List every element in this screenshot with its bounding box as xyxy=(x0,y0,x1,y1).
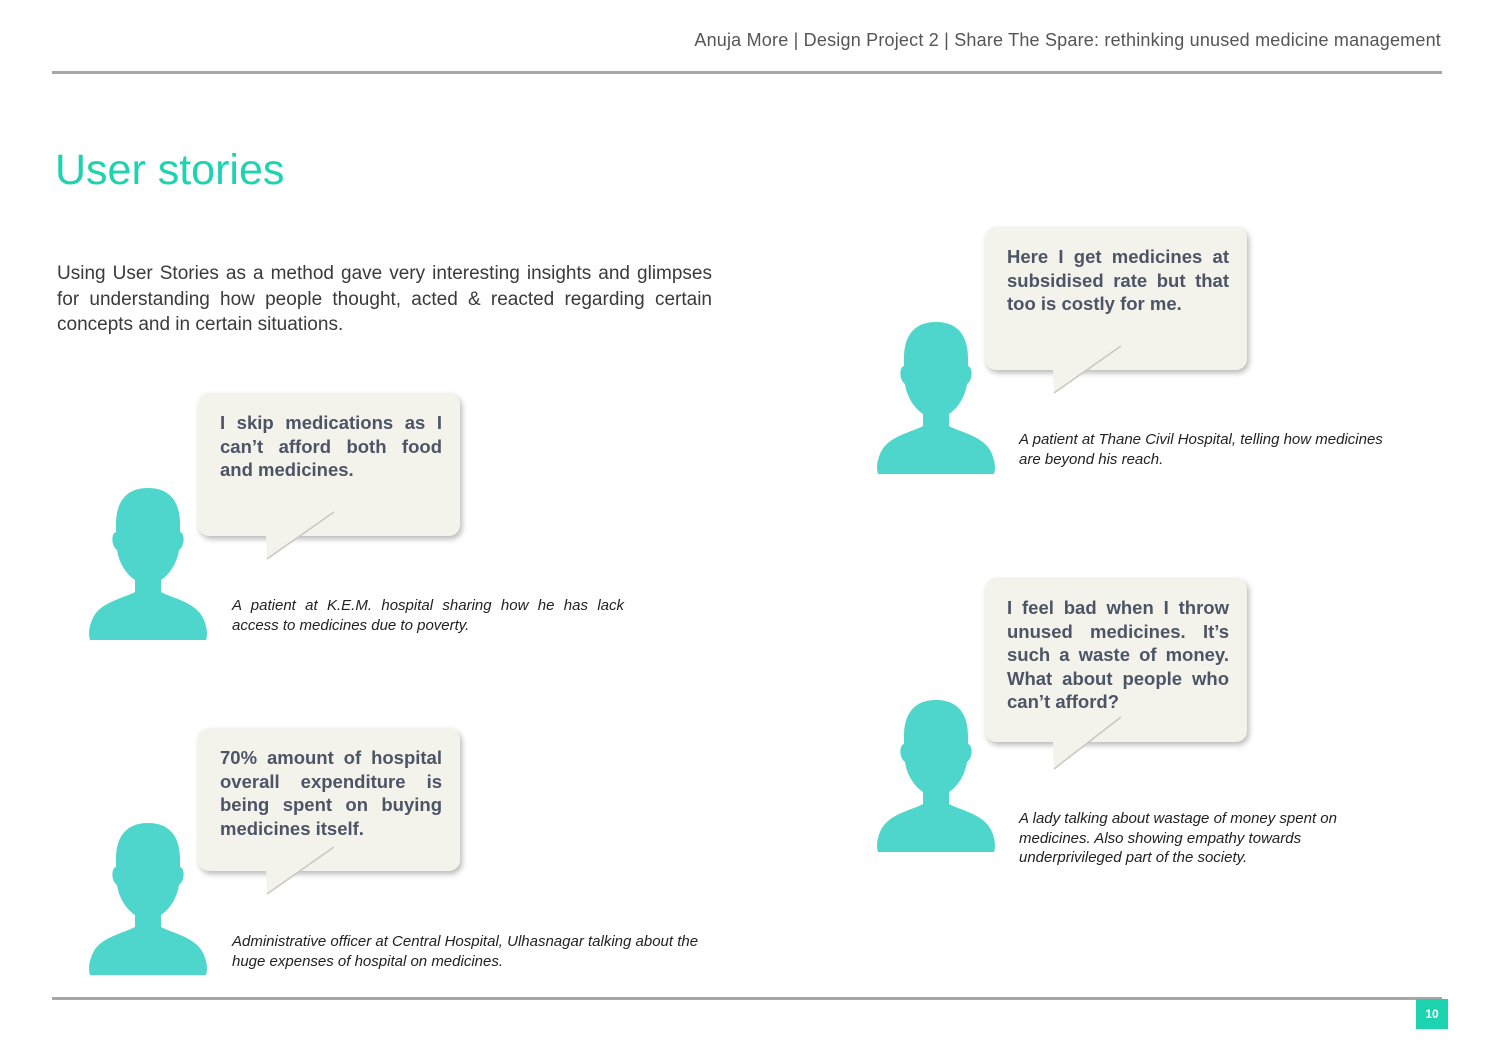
speech-bubble-tail xyxy=(1049,346,1129,396)
footer-divider xyxy=(52,997,1442,1000)
story-caption: A patient at Thane Civil Hospital, telling how medicines are beyond his reach. xyxy=(1019,431,1383,468)
story-quote: Here I get medicines at subsidised rate but that too is costly for me. xyxy=(1007,246,1229,314)
story-quote: I skip medications as I can’t afford both food and medicines. xyxy=(220,412,442,480)
person-avatar-icon xyxy=(88,488,208,643)
person-avatar-icon xyxy=(88,823,208,978)
story-quote: I feel bad when I throw unused medicines. It’s such a waste of money. What about people who can’t afford? xyxy=(1007,597,1229,712)
document-header: Anuja More | Design Project 2 | Share The Spare: rethinking unused medicine management xyxy=(694,30,1441,50)
person-avatar-icon xyxy=(876,322,996,477)
story-quote: 70% amount of hospital overall expenditure is being spent on buying medicines itself. xyxy=(220,747,442,839)
intro-paragraph: Using User Stories as a method gave very interesting insights and glimpses for understanding how people thought, acted & reacted regarding certain concepts and in certain situations. xyxy=(57,263,712,335)
page-number-badge: 10 xyxy=(1416,999,1448,1029)
story-caption: Administrative officer at Central Hospital, Ulhasnagar talking about the huge expenses of hospital on medicines. xyxy=(232,933,699,970)
speech-bubble-tail xyxy=(262,512,342,562)
person-avatar-icon xyxy=(876,700,996,855)
header-divider xyxy=(52,71,1442,74)
story-caption: A patient at K.E.M. hospital sharing how he has lack access to medicines due to poverty. xyxy=(232,597,624,634)
speech-bubble-tail xyxy=(262,847,342,897)
story-caption: A lady talking about wastage of money spent on medicines. Also showing empathy towards underprivileged part of the society. xyxy=(1019,810,1337,866)
page-title: User stories xyxy=(55,146,285,194)
speech-bubble-tail xyxy=(1049,717,1129,767)
